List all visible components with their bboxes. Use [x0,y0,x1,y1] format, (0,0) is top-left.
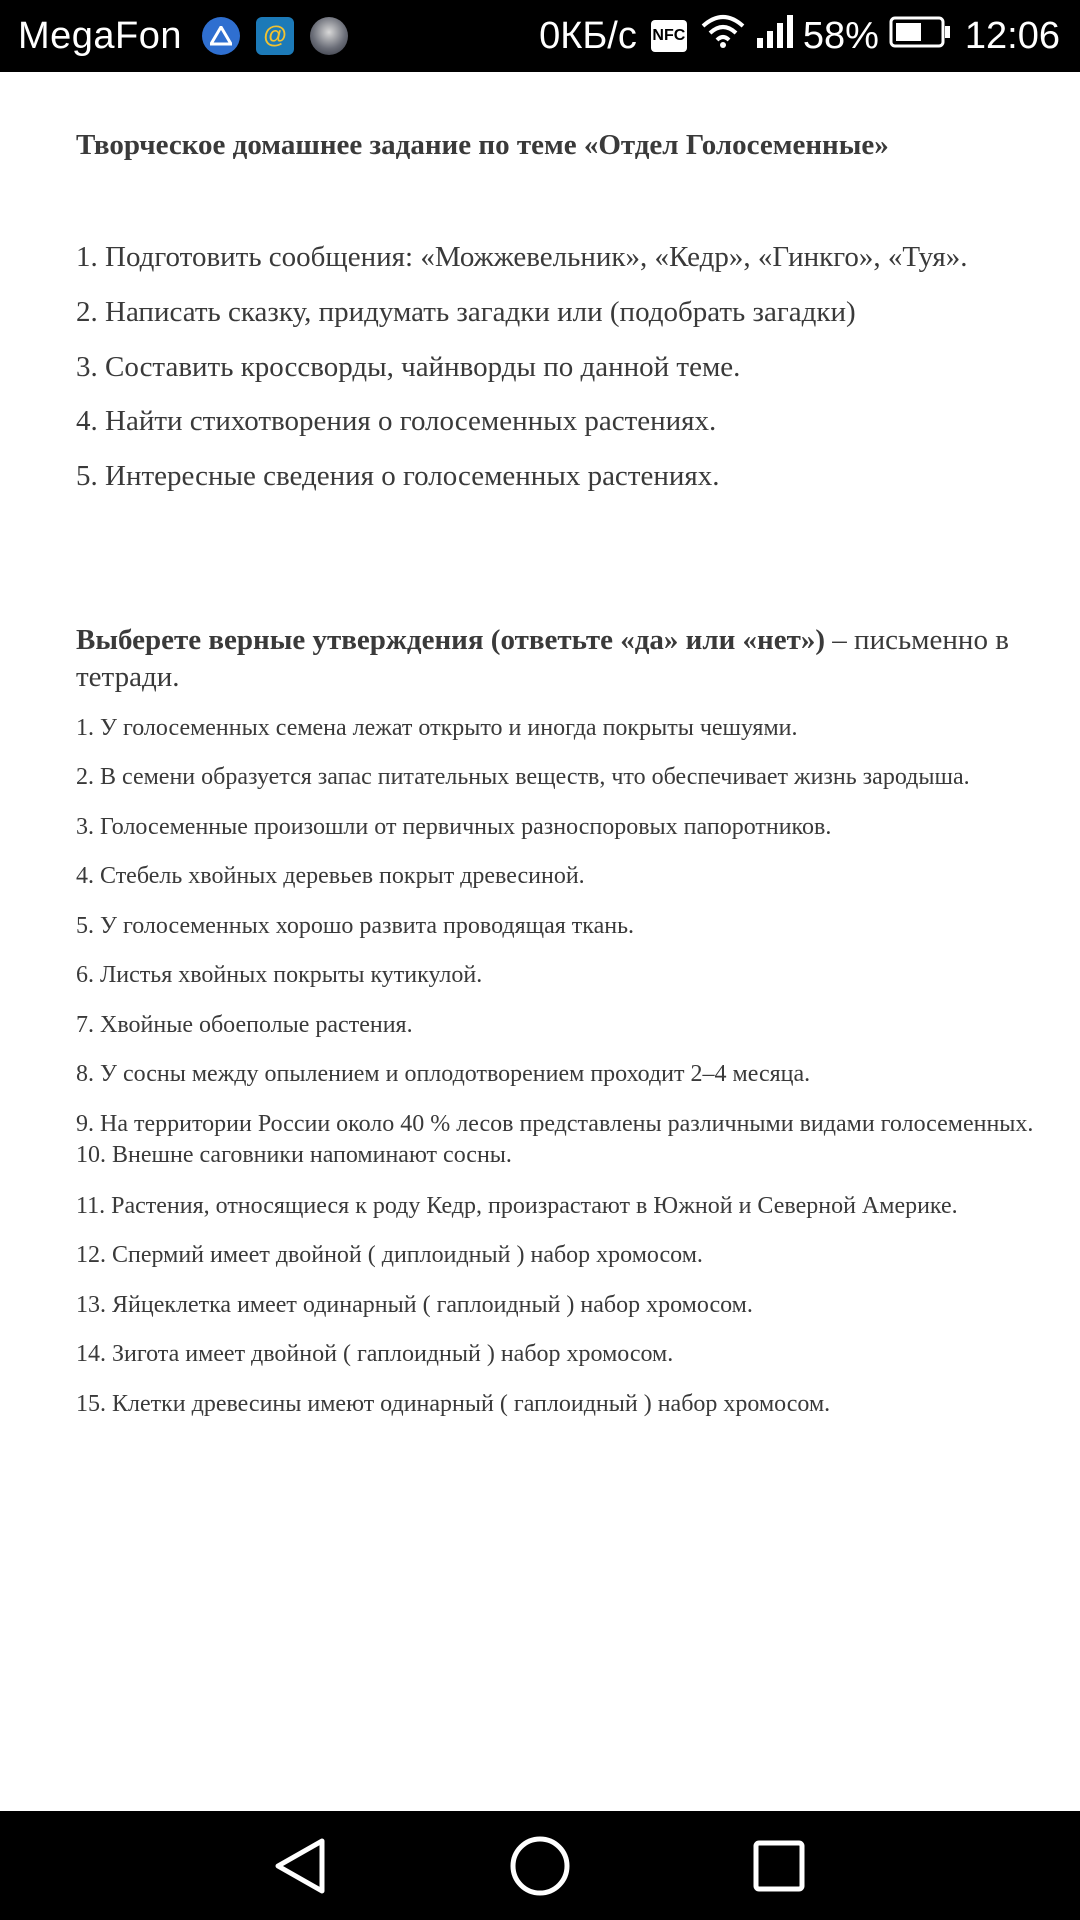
statement-item: 14. Зигота имеет двойной ( гаплоидный ) набор хромосом. [76,1341,674,1367]
home-icon [508,1834,572,1898]
task-item: 2. Написать сказку, придумать загадки или (подобрать загадки) [76,296,856,328]
photo-icon [310,17,348,55]
task-item: 1. Подготовить сообщения: «Можжевельник», «Кедр», «Гинкго», «Туя». [76,241,968,273]
section-heading-bold: Выберете верные утверждения (ответьте «да» или «нет») [76,624,826,656]
clock: 12:06 [964,14,1060,57]
statement-item: 4. Стебель хвойных деревьев покрыт древесиной. [76,863,585,889]
statement-item: 3. Голосеменные произошли от первичных разноспоровых папоротников. [76,814,832,840]
home-button[interactable] [480,1811,600,1920]
section-heading-rest: – письменно в тетради. [76,624,1009,693]
carrier-name: MegaFon [18,14,183,57]
nfc-icon: NFC [651,20,687,52]
statement-item: 2. В семени образуется запас питательных веществ, что обеспечивает жизнь зародыша. [76,764,970,790]
battery-icon [889,15,951,58]
recent-apps-button[interactable] [719,1811,839,1920]
battery-percent: 58% [802,14,879,57]
document-title: Творческое домашнее задание по теме «Отдел Голосеменные» [76,129,889,161]
statement-item: 12. Спермий имеет двойной ( диплоидный ) набор хромосом. [76,1242,703,1268]
network-speed: 0КБ/с [539,14,637,57]
task-item: 4. Найти стихотворения о голосеменных растениях. [76,405,717,437]
back-icon [272,1836,328,1896]
signal-icon [757,14,793,58]
status-bar [0,0,1080,72]
navigation-bar [0,1811,1080,1920]
recent-apps-icon [752,1839,806,1893]
task-item: 5. Интересные сведения о голосеменных растениях. [76,460,720,492]
statement-item: 6. Листья хвойных покрыты кутикулой. [76,962,483,988]
mail-icon: @ [256,17,294,55]
statement-item: 5. У голосеменных хорошо развита проводящая ткань. [76,913,635,939]
wifi-icon [701,14,745,58]
status-left [18,0,364,72]
statement-item: 11. Растения, относящиеся к роду Кедр, произрастают в Южной и Северной Америке. [76,1193,958,1219]
statement-item: 7. Хвойные обоеполые растения. [76,1012,413,1038]
status-right [539,0,1060,72]
statement-item: 15. Клетки древесины имеют одинарный ( гаплоидный ) набор хромосом. [76,1391,831,1417]
statement-item: 13. Яйцеклетка имеет одинарный ( гаплоидный ) набор хромосом. [76,1292,753,1318]
drive-icon [202,17,240,55]
back-button[interactable] [240,1811,360,1920]
statement-item: 8. У сосны между опылением и оплодотворением проходит 2–4 месяца. [76,1061,811,1087]
task-item: 3. Составить кроссворды, чайнворды по данной теме. [76,351,741,383]
statement-item: 1. У голосеменных семена лежат открыто и иногда покрыты чешуями. [76,715,798,741]
statement-item: 9. На территории России около 40 % лесов представлены различными видами голосеменных. 10. Внешне саговники напоминают сосны. [76,1111,1034,1168]
section-heading [76,622,1066,696]
